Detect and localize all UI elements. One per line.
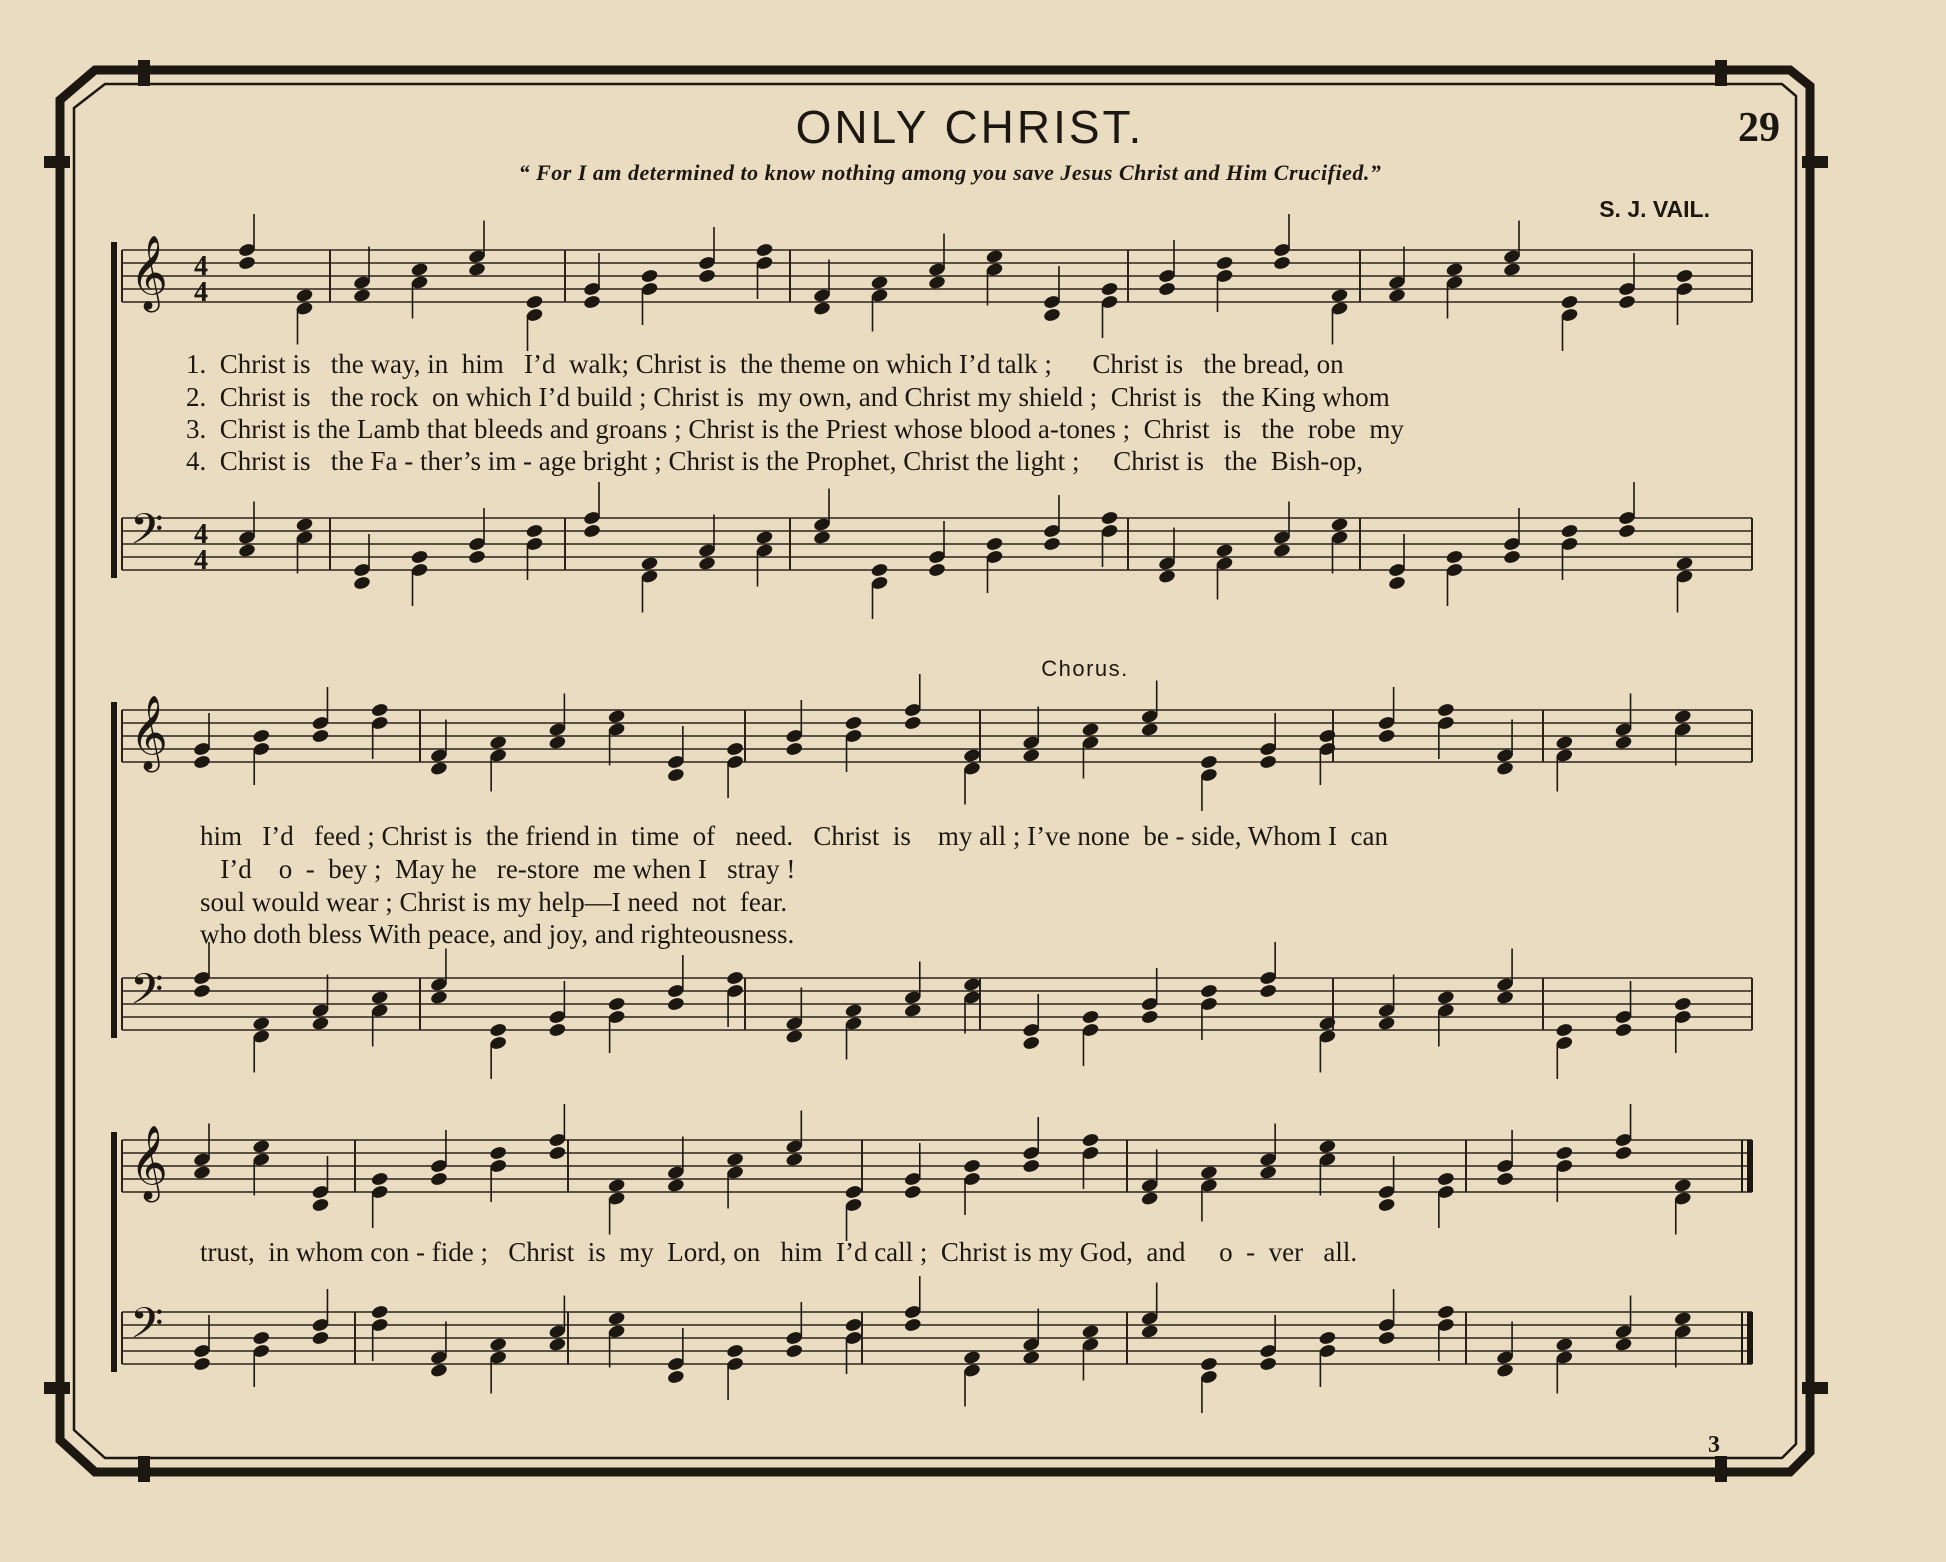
lyric-verse-3-line: 3. Christ is the Lamb that bleeds and groans ; Christ is the Priest whose blood a-tones ; Christ is the robe my <box>186 414 1404 444</box>
lyric-verse-2-line: 2. Christ is the rock on which I’d build ; Christ is my own, and Christ my shield ; Christ is the King whom <box>186 382 1390 412</box>
time-signature: 4 <box>194 251 208 282</box>
bass-clef: 𝄢 <box>130 965 164 1025</box>
bass-clef: 𝄢 <box>130 505 164 565</box>
scripture-epigraph: “ For I am determined to know nothing among you save Jesus Christ and Him Crucified.” <box>518 160 1382 185</box>
bass-clef: 𝄢 <box>130 1299 164 1359</box>
lyric-verse-4-line: who doth bless With peace, and joy, and righteousness. <box>200 919 795 949</box>
time-signature: 4 <box>194 545 208 576</box>
lyric-chorus-line: trust, in whom con - fide ; Christ is my Lord, on him I’d call ; Christ is my God, and o - ver all. <box>200 1237 1358 1267</box>
treble-clef: 𝄞 <box>130 1126 168 1200</box>
page-number: 29 <box>1738 105 1780 151</box>
lyric-verse-2-line: I’d o - bey ; May he re-store me when I stray ! <box>200 854 796 884</box>
treble-clef: 𝄞 <box>130 696 168 770</box>
lyric-verse-1-line: him I’d feed ; Christ is the friend in time of need. Christ is my all ; I’ve none be - side, Whom I can <box>200 821 1388 851</box>
lyric-verse-1-line: 1. Christ is the way, in him I’d walk; Christ is the theme on which I’d talk ; Christ is the bread, on <box>186 349 1344 379</box>
treble-clef: 𝄞 <box>130 236 168 310</box>
hymn-title: ONLY CHRIST. <box>795 101 1145 153</box>
chorus-label: Chorus. <box>1041 656 1129 681</box>
lyric-verse-3-line: soul would wear ; Christ is my help—I need not fear. <box>200 887 788 917</box>
time-signature: 4 <box>194 277 208 308</box>
composer-credit: S. J. VAIL. <box>1599 196 1710 222</box>
time-signature: 4 <box>194 519 208 550</box>
signature-mark: 3 <box>1708 1432 1720 1458</box>
lyric-verse-4-line: 4. Christ is the Fa - ther’s im - age bright ; Christ is the Prophet, Christ the light ; Christ is the Bish-op, <box>186 446 1363 476</box>
